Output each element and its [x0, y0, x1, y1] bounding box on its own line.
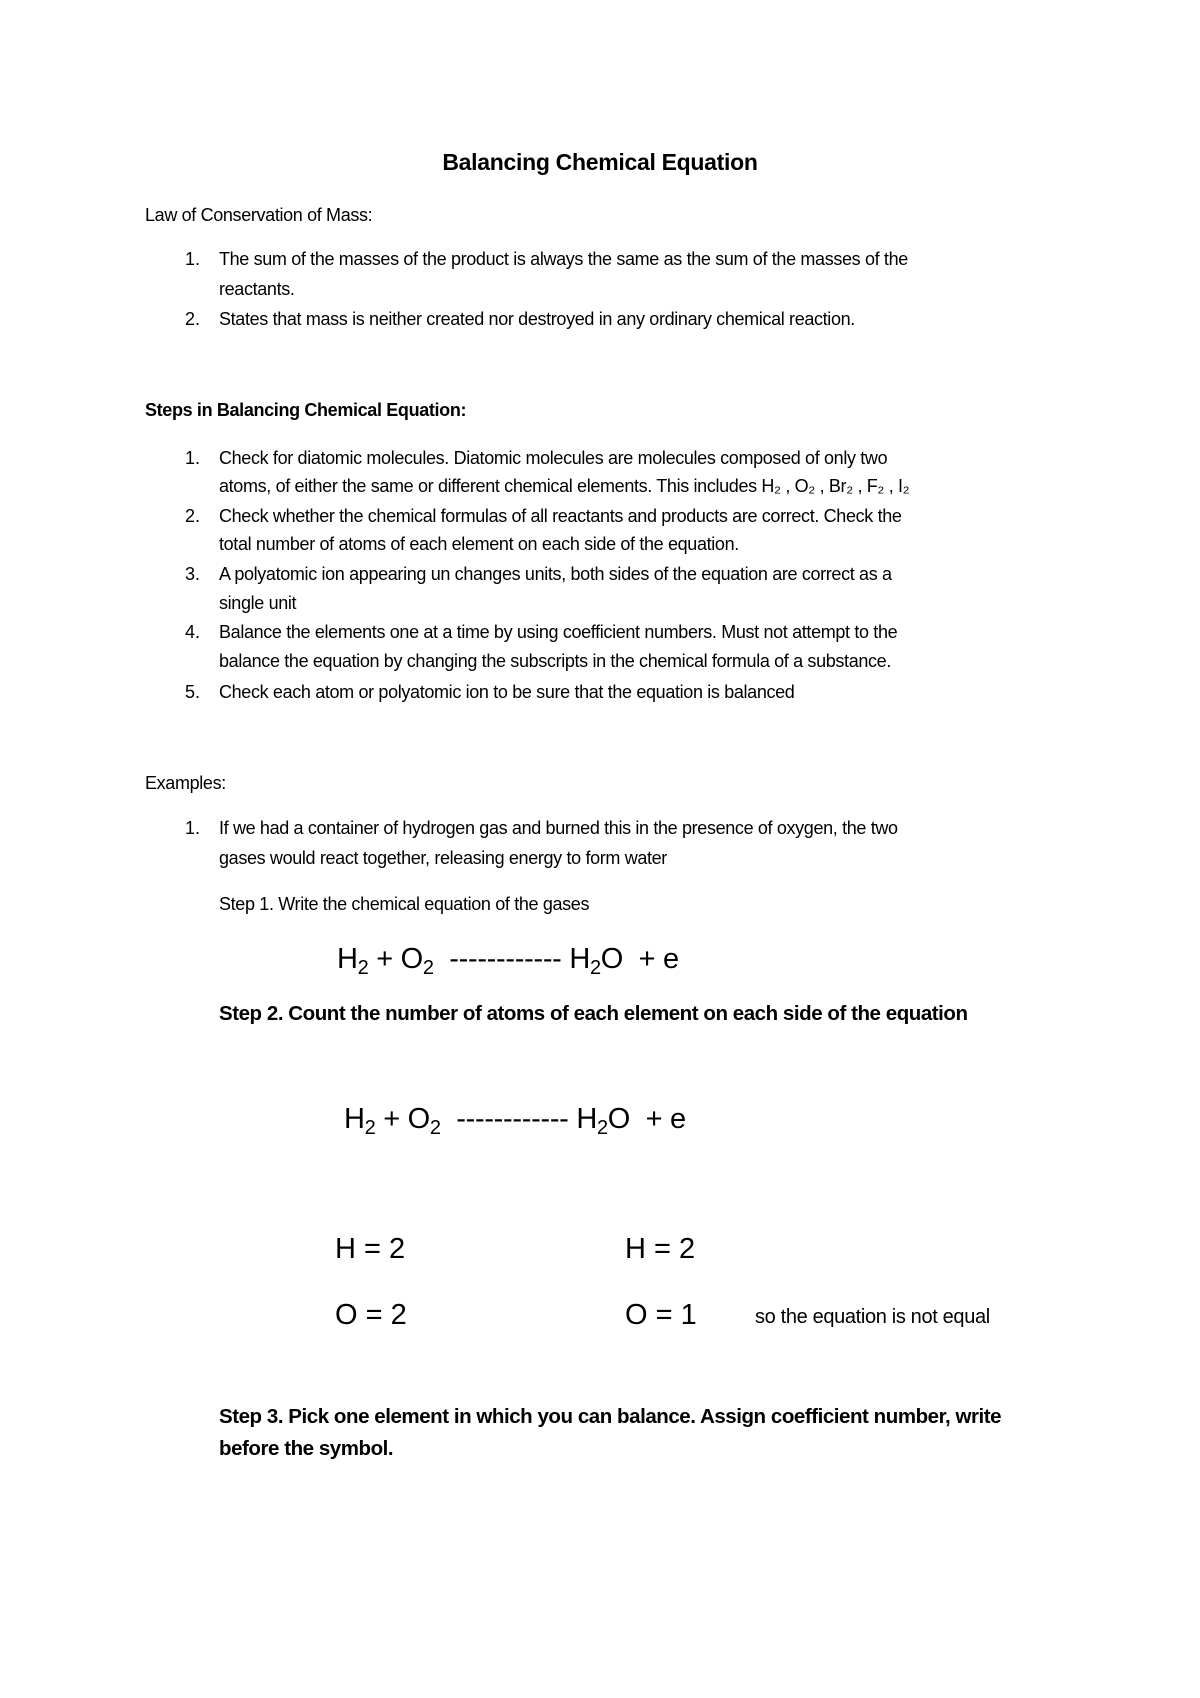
list-item-text: total number of atoms of each element on each side of the equation. — [219, 534, 739, 554]
list-item-text: Balance the elements one at a time by using coefficient numbers. Must not attempt to the — [219, 622, 898, 642]
list-number: 5. — [185, 682, 201, 702]
eq-subscript: 2 — [357, 957, 369, 979]
eq-symbol: H — [337, 943, 358, 975]
right-h-count: H = 2 — [625, 1233, 696, 1265]
equation-2 — [344, 1101, 686, 1137]
step2-text: Step 2. Count the number of atoms of each element on each side of the equation — [219, 1002, 968, 1025]
eq-subscript: 2 — [422, 957, 434, 979]
list-item-text: The sum of the masses of the product is always the same as the sum of the masses of the — [219, 249, 908, 269]
eq-subscript: 2 — [429, 1117, 441, 1139]
eq-symbol: O — [600, 943, 624, 975]
examples-heading: Examples: — [145, 773, 226, 793]
list-item-text: States that mass is neither created nor destroyed in any ordinary chemical reaction. — [219, 309, 855, 329]
list-item-text: balance the equation by changing the subscripts in the chemical formula of a substance. — [219, 651, 891, 671]
list-number: 1. — [185, 249, 201, 269]
eq-arrow: ------------ — [449, 943, 562, 975]
eq-symbol: H — [576, 1103, 597, 1135]
list-number: 1. — [185, 818, 201, 838]
list-number: 2. — [185, 506, 201, 526]
eq-subscript: 2 — [589, 957, 601, 979]
list-item-text: If we had a container of hydrogen gas and burned this in the presence of oxygen, the two — [219, 818, 898, 838]
list-item-text: Check each atom or polyatomic ion to be sure that the equation is balanced — [219, 682, 795, 702]
equation-1 — [337, 941, 679, 977]
left-o-count: O = 2 — [335, 1299, 407, 1331]
eq-symbol: + O — [376, 943, 423, 975]
list-item-text: reactants. — [219, 279, 295, 299]
eq-symbol: + e — [645, 1103, 686, 1135]
list-item-text: Check for diatomic molecules. Diatomic molecules are molecules composed of only two — [219, 448, 888, 468]
right-o-count: O = 1 — [625, 1299, 697, 1331]
list-item-text: A polyatomic ion appearing un changes units, both sides of the equation are correct as a — [219, 564, 892, 584]
page-title: Balancing Chemical Equation — [442, 149, 758, 175]
list-item-text: gases would react together, releasing energy to form water — [219, 848, 667, 868]
list-number: 3. — [185, 564, 201, 584]
eq-subscript: 2 — [596, 1117, 608, 1139]
left-h-count: H = 2 — [335, 1233, 406, 1265]
list-number: 2. — [185, 309, 201, 329]
list-item-text: atoms, of either the same or different chemical elements. This includes H₂ , O₂ , Br₂ , F₂ , I₂ — [219, 476, 910, 496]
eq-symbol: + O — [383, 1103, 430, 1135]
eq-arrow: ------------ — [456, 1103, 569, 1135]
step3-text: Step 3. Pick one element in which you can balance. Assign coefficient number, write — [219, 1405, 1002, 1428]
eq-symbol: H — [344, 1103, 365, 1135]
list-item-text: single unit — [219, 593, 297, 613]
law-heading: Law of Conservation of Mass: — [145, 205, 373, 225]
list-number: 1. — [185, 448, 201, 468]
list-item-text: Check whether the chemical formulas of all reactants and products are correct. Check the — [219, 506, 902, 526]
not-equal-note: so the equation is not equal — [755, 1306, 990, 1328]
step1-text: Step 1. Write the chemical equation of the gases — [219, 894, 590, 914]
list-number: 4. — [185, 622, 201, 642]
eq-subscript: 2 — [364, 1117, 376, 1139]
eq-symbol: O — [607, 1103, 631, 1135]
steps-heading: Steps in Balancing Chemical Equation: — [145, 400, 467, 420]
step3-text: before the symbol. — [219, 1437, 394, 1460]
eq-symbol: + e — [638, 943, 679, 975]
eq-symbol: H — [569, 943, 590, 975]
